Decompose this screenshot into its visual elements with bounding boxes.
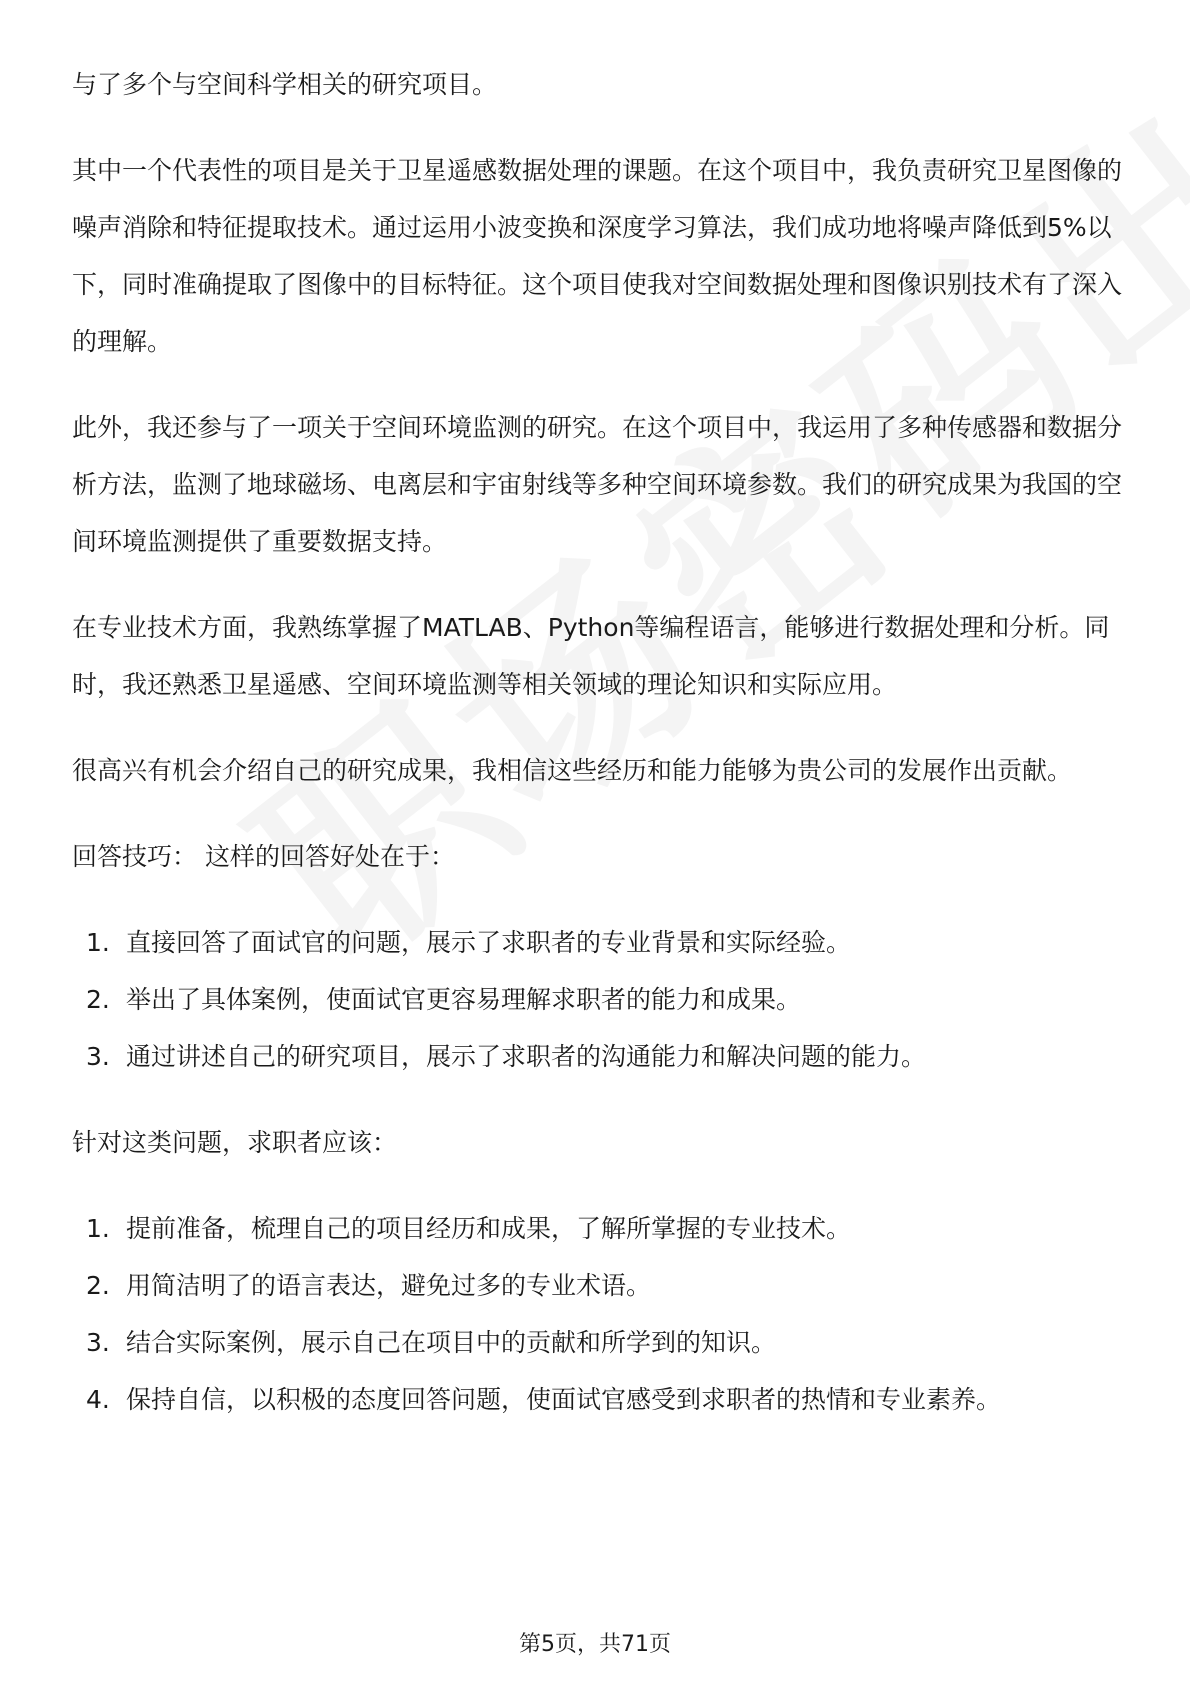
list-number: 3.: [86, 1328, 110, 1357]
list-item: [72, 1028, 1122, 1085]
list-number: 4.: [86, 1385, 110, 1414]
tips-heading: 回答技巧： 这样的回答好处在于：: [72, 842, 455, 871]
list-item: [72, 1257, 1122, 1314]
list-item-text: 提前准备，梳理自己的项目经历和成果，了解所掌握的专业技术。: [126, 1214, 852, 1243]
list-number: 1.: [86, 928, 110, 957]
paragraph-2: 其中一个代表性的项目是关于卫星遥感数据处理的课题。在这个项目中，我负责研究卫星图像的噪声消除和特征提取技术。通过运用小波变换和深度学习算法，我们成功地将噪声降低到5%以下，同时准确提取了图像中的目标特征。这个项目使我对空间数据处理和图像识别技术有了深入的理解。: [72, 156, 1123, 356]
paragraph-1: 与了多个与空间科学相关的研究项目。: [72, 70, 498, 99]
list-item: [72, 1371, 1122, 1428]
advice-heading: 针对这类问题，求职者应该：: [72, 1128, 398, 1157]
list-item-text: 举出了具体案例，使面试官更容易理解求职者的能力和成果。: [126, 985, 802, 1014]
list-item: [72, 1200, 1122, 1257]
list-item: [72, 914, 1122, 971]
page-footer: 第5页，共71页: [519, 1632, 671, 1657]
list-number: 1.: [86, 1214, 110, 1243]
list-item: [72, 971, 1122, 1028]
list-number: 3.: [86, 1042, 110, 1071]
advice-list: [72, 1200, 1122, 1428]
list-item-text: 结合实际案例，展示自己在项目中的贡献和所学到的知识。: [126, 1328, 777, 1357]
document-body: [72, 56, 1122, 1457]
list-item-text: 保持自信，以积极的态度回答问题，使面试官感受到求职者的热情和专业素养。: [126, 1385, 1002, 1414]
list-item-text: 通过讲述自己的研究项目，展示了求职者的沟通能力和解决问题的能力。: [126, 1042, 927, 1071]
paragraph-3: 此外，我还参与了一项关于空间环境监测的研究。在这个项目中，我运用了多种传感器和数据分析方法，监测了地球磁场、电离层和宇宙射线等多种空间环境参数。我们的研究成果为我国的空间环境监测提供了重要数据支持。: [72, 413, 1123, 556]
tips-list: [72, 914, 1122, 1085]
list-item-text: 直接回答了面试官的问题，展示了求职者的专业背景和实际经验。: [126, 928, 852, 957]
list-item: [72, 1314, 1122, 1371]
list-item-text: 用简洁明了的语言表达，避免过多的专业术语。: [126, 1271, 652, 1300]
paragraph-4: 在专业技术方面，我熟练掌握了MATLAB、Python等编程语言，能够进行数据处理和分析。同时，我还熟悉卫星遥感、空间环境监测等相关领域的理论知识和实际应用。: [72, 613, 1110, 699]
list-number: 2.: [86, 985, 110, 1014]
paragraph-5: 很高兴有机会介绍自己的研究成果，我相信这些经历和能力能够为贵公司的发展作出贡献。: [72, 756, 1073, 785]
list-number: 2.: [86, 1271, 110, 1300]
